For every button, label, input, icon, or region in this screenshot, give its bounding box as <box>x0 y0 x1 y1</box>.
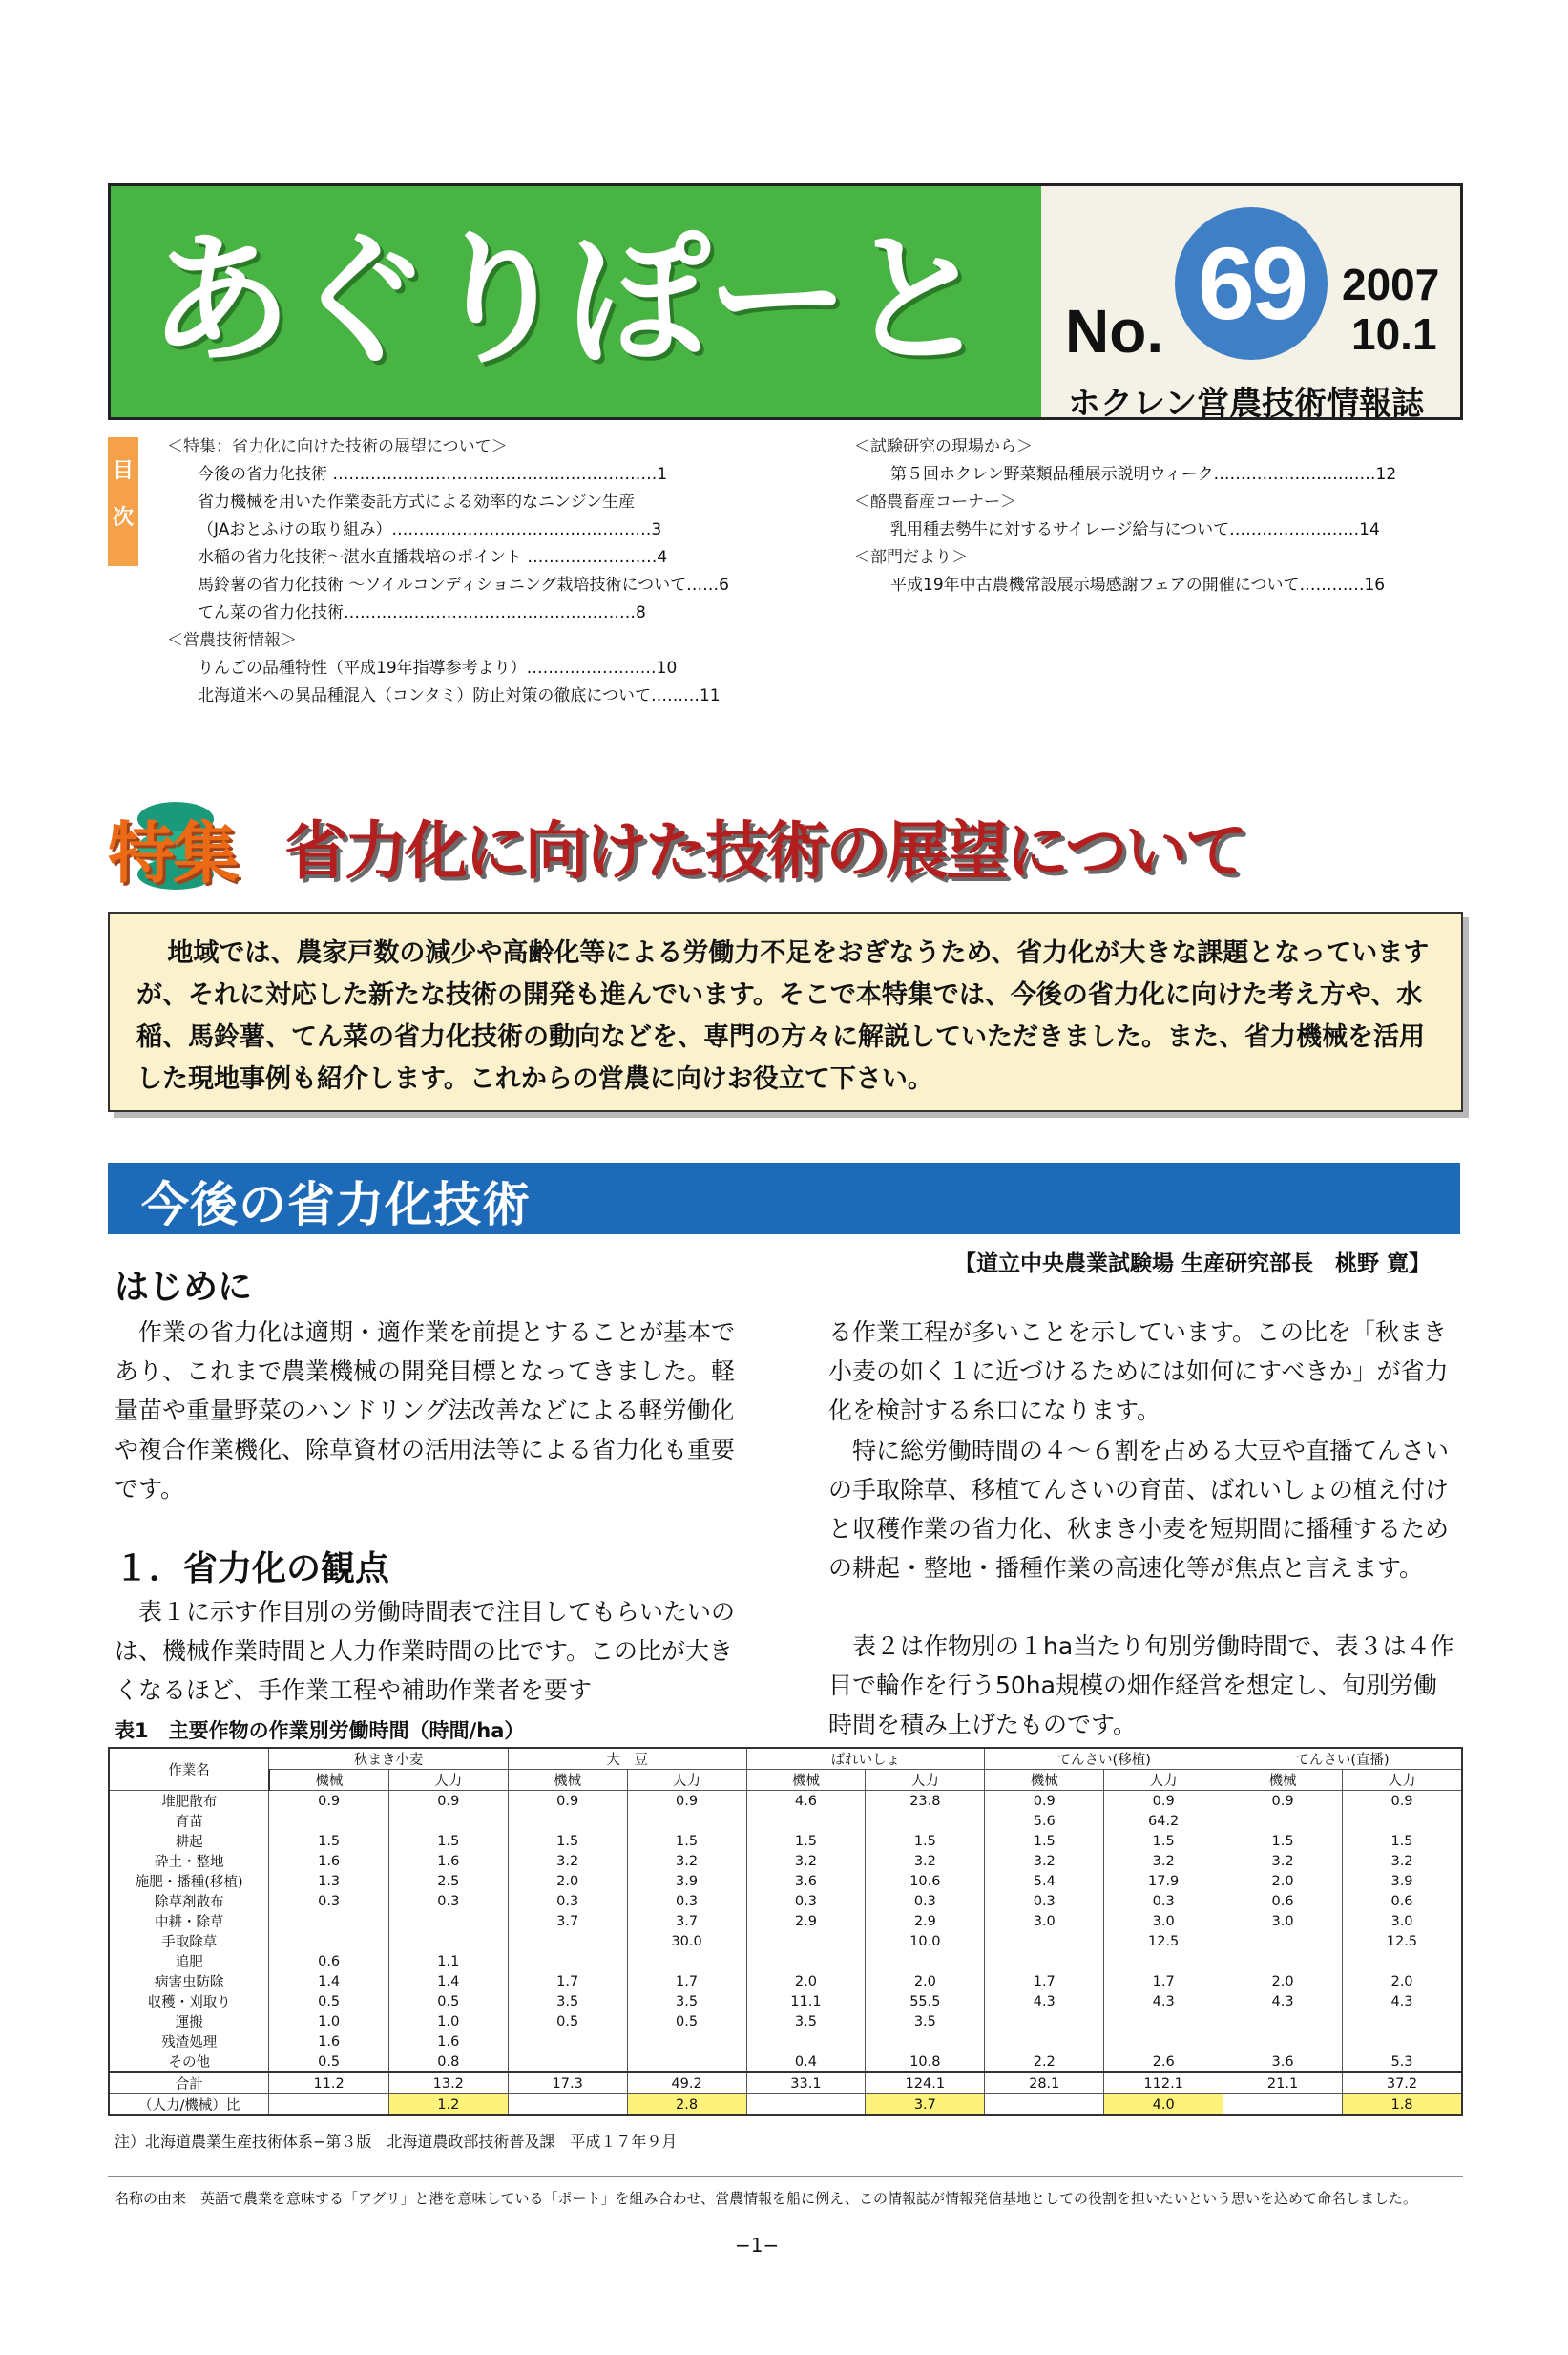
table-cell <box>866 1951 985 1971</box>
table-cell: 1.7 <box>985 1971 1104 1991</box>
toc-item[interactable]: （JAおとふけの取り組み）…………………………………………3 <box>198 520 662 539</box>
paragraph-section-1: 表１に示す作目別の労働時間表で注目してもらいたいのは、機械作業時間と人力作業時間の比です。この比が大きくなるほど、手作業工程や補助作業者を要す <box>115 1598 736 1704</box>
toc-section-heading: ＜部門だより＞ <box>854 548 968 567</box>
table-cell: 1.7 <box>627 1971 746 1991</box>
table-ratio-row <box>109 2094 1462 2116</box>
toc-item[interactable]: 第５回ホクレン野菜類品種展示説明ウィーク…………………………12 <box>890 465 1397 484</box>
feature-title: 省力化に向けた技術の展望について <box>284 814 1245 888</box>
table-cell: 1.5 <box>866 1831 985 1851</box>
toc-item[interactable]: てん菜の省力化技術………………………………………………8 <box>198 603 646 622</box>
table-cell: 1.0 <box>269 2011 388 2031</box>
table-cell <box>269 1811 388 1831</box>
table-cell <box>1343 1811 1462 1831</box>
toc-item[interactable]: 今後の省力化技術 ……………………………………………………1 <box>198 465 668 484</box>
table-cell: 3.0 <box>1104 1911 1223 1931</box>
table-cell: 1.5 <box>985 1831 1104 1851</box>
table-total-cell: 124.1 <box>866 2072 985 2094</box>
toc-item[interactable]: りんごの品種特性（平成19年指導参考より）……………………10 <box>198 659 678 678</box>
table-row <box>109 1911 1462 1931</box>
table-cell: 5.4 <box>985 1871 1104 1891</box>
table-cell: 4.6 <box>746 1791 866 1812</box>
table-cell-empty <box>985 2094 1104 2116</box>
table-cell: 55.5 <box>866 1991 985 2011</box>
table-cell: 3.0 <box>1223 1911 1343 1931</box>
table-row-label: 追肥 <box>109 1951 269 1971</box>
toc-item[interactable]: 平成19年中古農機常設展示場感謝フェアの開催について…………16 <box>890 576 1386 595</box>
table-cell <box>866 1811 985 1831</box>
table-row <box>109 1991 1462 2011</box>
article-title: 今後の省力化技術 <box>141 1177 531 1232</box>
table-total-cell: 49.2 <box>627 2072 746 2094</box>
table-cell <box>985 1951 1104 1971</box>
toc-tab <box>108 437 138 566</box>
table-row-label: 収穫・刈取り <box>109 1991 269 2011</box>
table-row-label: 除草剤散布 <box>109 1891 269 1911</box>
name-origin-note: 名称の由来 英語で農業を意味する「アグリ」と港を意味している「ポート」を組み合わせ、営農情報を船に例え、この情報誌が情報発信基地としての役割を担いたいという思いを込めて命名しました。 <box>115 2190 1418 2207</box>
article-author: 【道立中央農業試験場 生産研究部長 桃野 寛】 <box>954 1251 1432 1276</box>
table-cell-empty <box>508 2094 627 2116</box>
table-cell: 1.6 <box>269 1851 388 1871</box>
table-cell: 2.0 <box>1223 1971 1343 1991</box>
paragraph-right-2: 特に総労働時間の４～６割を占める大豆や直播てんさいの手取除草、移植てんさいの育苗、ばれいしょの植え付けと収穫作業の省力化、秋まき小麦を短期間に播種するための耕起・整地・播種作業の高速化等が焦点と言えます。 <box>828 1437 1450 1582</box>
table-cell: 1.7 <box>1104 1971 1223 1991</box>
masthead-green-panel <box>111 186 1041 417</box>
magazine-logo: あぐりぽーと <box>149 218 986 384</box>
table-subheader-machine: 機械 <box>746 1770 866 1791</box>
table-cell <box>1223 1811 1343 1831</box>
paragraph-right-1: る作業工程が多いことを示しています。この比を「秋まき小麦の如く１に近づけるためには如何にすべきか」が省力化を検討する糸口になります。 <box>828 1318 1449 1424</box>
table-cell: 0.3 <box>866 1891 985 1911</box>
table-row <box>109 2051 1462 2072</box>
toc-section-heading: ＜試験研究の現場から＞ <box>854 437 1033 456</box>
table-cell: 0.9 <box>1223 1791 1343 1812</box>
table-cell: 0.6 <box>1343 1891 1462 1911</box>
table-ratio-cell: 2.8 <box>627 2094 746 2116</box>
toc-section-heading: ＜酪農畜産コーナー＞ <box>854 493 1016 512</box>
page-number: −1− <box>735 2234 780 2257</box>
table-cell: 3.5 <box>627 1991 746 2011</box>
table-cell <box>627 1951 746 1971</box>
paragraph-intro: 作業の省力化は適期・適作業を前提とすることが基本であり、これまで農業機械の開発目標となってきました。軽量苗や重量野菜のハンドリング法改善などによる軽労働化や複合作業機化、除草資材の活用法等による省力化も重要です。 <box>115 1318 736 1503</box>
table-cell <box>1223 1951 1343 1971</box>
table-row <box>109 1811 1462 1831</box>
table-cell <box>627 1811 746 1831</box>
table-cell: 2.0 <box>866 1971 985 1991</box>
labor-time-table <box>108 1747 1463 2116</box>
table-cell <box>508 1951 627 1971</box>
table-row-label: 運搬 <box>109 2011 269 2031</box>
table-row <box>109 1791 1462 1812</box>
table-cell: 4.3 <box>985 1991 1104 2011</box>
table-cell <box>1343 2011 1462 2031</box>
table-cell: 2.9 <box>866 1911 985 1931</box>
table-cell: 1.6 <box>388 1851 508 1871</box>
table-cell: 0.3 <box>388 1891 508 1911</box>
table-cell: 2.0 <box>1343 1971 1462 1991</box>
table-cell: 1.5 <box>508 1831 627 1851</box>
table-cell: 0.5 <box>269 2051 388 2072</box>
table-total-cell: 112.1 <box>1104 2072 1223 2094</box>
table-subheader-machine: 機械 <box>269 1770 388 1791</box>
table-cell: 10.6 <box>866 1871 985 1891</box>
table-row <box>109 1871 1462 1891</box>
table-cell: 3.7 <box>508 1911 627 1931</box>
toc-right <box>854 433 1396 599</box>
table-subheader-human: 人力 <box>388 1770 508 1791</box>
table-caption: 表1 主要作物の作業別労働時間（時間/ha） <box>115 1719 525 1742</box>
table-cell <box>269 1911 388 1931</box>
table-total-row <box>109 2072 1462 2094</box>
table-cell <box>746 2031 866 2051</box>
table-cell: 10.0 <box>866 1931 985 1951</box>
table-cell <box>1223 1931 1343 1951</box>
table-cell <box>388 1811 508 1831</box>
table-total-cell: 13.2 <box>388 2072 508 2094</box>
table-cell: 4.3 <box>1223 1991 1343 2011</box>
toc-tab-label: 目 <box>112 459 134 483</box>
table-cell <box>627 2031 746 2051</box>
table-row <box>109 1951 1462 1971</box>
table-cell <box>269 1931 388 1951</box>
table-cell: 1.4 <box>269 1971 388 1991</box>
table-subheader-human: 人力 <box>627 1770 746 1791</box>
table-cell: 1.0 <box>388 2011 508 2031</box>
table-ratio-label: （人力/機械）比 <box>109 2094 269 2116</box>
table-cell: 3.9 <box>1343 1871 1462 1891</box>
table-cell: 1.4 <box>388 1971 508 1991</box>
table-cell: 64.2 <box>1104 1811 1223 1831</box>
table-cell: 3.2 <box>746 1851 866 1871</box>
table-cell: 0.9 <box>627 1791 746 1812</box>
table-subheader-human: 人力 <box>1343 1770 1462 1791</box>
table-total-label: 合計 <box>109 2072 269 2094</box>
table-header-crop: てんさい(直播) <box>1223 1748 1462 1770</box>
table-cell: 0.3 <box>508 1891 627 1911</box>
table-subheader-machine: 機械 <box>508 1770 627 1791</box>
table-subheader-human: 人力 <box>866 1770 985 1791</box>
table-total-cell: 17.3 <box>508 2072 627 2094</box>
table-cell <box>508 2051 627 2072</box>
table-cell: 3.6 <box>746 1871 866 1891</box>
table-cell: 0.6 <box>269 1951 388 1971</box>
table-cell <box>627 2051 746 2072</box>
table-cell <box>746 1931 866 1951</box>
table-cell <box>746 1811 866 1831</box>
table-header-crop: てんさい(移植) <box>985 1748 1223 1770</box>
table-row-label: 中耕・除草 <box>109 1911 269 1931</box>
table-cell: 3.7 <box>627 1911 746 1931</box>
table-cell <box>1104 2011 1223 2031</box>
table-row-label: 耕起 <box>109 1831 269 1851</box>
table-cell: 30.0 <box>627 1931 746 1951</box>
table-cell: 3.5 <box>746 2011 866 2031</box>
table-cell: 12.5 <box>1343 1931 1462 1951</box>
table-cell <box>985 2011 1104 2031</box>
table-row <box>109 2011 1462 2031</box>
table-subheader-machine: 機械 <box>985 1770 1104 1791</box>
issue-number-badge <box>1175 207 1328 360</box>
table-cell: 3.6 <box>1223 2051 1343 2072</box>
table-cell: 1.5 <box>627 1831 746 1851</box>
table-row <box>109 1891 1462 1911</box>
heading-intro: はじめに <box>115 1268 253 1307</box>
table-row <box>109 2031 1462 2051</box>
toc-item[interactable]: 北海道米への異品種混入（コンタミ）防止対策の徹底について………11 <box>198 686 721 705</box>
table-ratio-cell: 1.8 <box>1343 2094 1462 2116</box>
table-cell: 4.3 <box>1343 1991 1462 2011</box>
table-total-cell: 37.2 <box>1343 2072 1462 2094</box>
table-cell <box>985 2031 1104 2051</box>
table-cell: 5.3 <box>1343 2051 1462 2072</box>
table-total-cell: 28.1 <box>985 2072 1104 2094</box>
masthead <box>108 183 1463 423</box>
footer-divider <box>108 2176 1463 2177</box>
table-row <box>109 1971 1462 1991</box>
magazine-subtitle: ホクレン営農技術情報誌 <box>1068 385 1425 423</box>
table-cell: 5.6 <box>985 1811 1104 1831</box>
table-cell: 0.5 <box>508 2011 627 2031</box>
table-cell: 3.5 <box>508 1991 627 2011</box>
table-cell: 0.9 <box>985 1791 1104 1812</box>
table-cell: 0.9 <box>508 1791 627 1812</box>
table-cell <box>388 1911 508 1931</box>
table-cell: 0.3 <box>985 1891 1104 1911</box>
table-cell <box>1343 2031 1462 2051</box>
table-cell: 4.3 <box>1104 1991 1223 2011</box>
table-cell: 2.9 <box>746 1911 866 1931</box>
table-cell-empty <box>746 2094 866 2116</box>
table-cell: 3.0 <box>1343 1911 1462 1931</box>
table-subheader-machine: 機械 <box>1223 1770 1343 1791</box>
toc-item[interactable]: 省力機械を用いた作業委託方式による効率的なニンジン生産 <box>198 493 636 512</box>
table-cell: 23.8 <box>866 1791 985 1812</box>
table-cell: 3.2 <box>508 1851 627 1871</box>
table-cell: 1.6 <box>388 2031 508 2051</box>
toc-section-heading: ＜営農技術情報＞ <box>167 631 297 650</box>
table-cell <box>746 1951 866 1971</box>
issue-no-label: No. <box>1065 297 1164 366</box>
table-cell <box>1343 1951 1462 1971</box>
table-cell: 3.2 <box>1104 1851 1223 1871</box>
table-cell: 11.1 <box>746 1991 866 2011</box>
table-cell: 3.9 <box>627 1871 746 1891</box>
table-row-label: その他 <box>109 2051 269 2072</box>
feature-lead-box <box>108 912 1463 1112</box>
table-cell: 3.2 <box>627 1851 746 1871</box>
issue-number: 69 <box>1197 225 1306 341</box>
table-cell: 1.5 <box>388 1831 508 1851</box>
table-cell-empty <box>1223 2094 1343 2116</box>
table-cell-empty <box>269 2094 388 2116</box>
paragraph-right-3: 表２は作物別の１ha当たり旬別労働時間で、表３は４作目で輪作を行う50ha規模の畑作経営を想定し、旬別労働時間を積み上げたものです。 <box>828 1632 1454 1738</box>
table-cell: 1.5 <box>1343 1831 1462 1851</box>
table-row <box>109 1851 1462 1871</box>
table-cell: 2.6 <box>1104 2051 1223 2072</box>
table-row-label: 残渣処理 <box>109 2031 269 2051</box>
table-cell: 1.1 <box>388 1951 508 1971</box>
toc-left <box>167 433 729 710</box>
table-note: 注）北海道農業生産技術体系−第３版 北海道農政部技術普及課 平成１７年９月 <box>115 2133 678 2151</box>
issue-date: 10.1 <box>1351 309 1437 359</box>
table-cell: 0.9 <box>269 1791 388 1812</box>
table-ratio-cell: 3.7 <box>866 2094 985 2116</box>
toc-item[interactable]: 馬鈴薯の省力化技術 ～ソイルコンディショニング栽培技術について……6 <box>198 576 729 595</box>
table-cell: 3.0 <box>985 1911 1104 1931</box>
table-row <box>109 1931 1462 1951</box>
feature-tag: 特集 <box>108 814 238 893</box>
table-cell: 0.3 <box>627 1891 746 1911</box>
table-cell: 1.5 <box>269 1831 388 1851</box>
table-row <box>109 1831 1462 1851</box>
table-row-label: 病害虫防除 <box>109 1971 269 1991</box>
table-row-label: 施肥・播種(移植) <box>109 1871 269 1891</box>
table-cell: 0.6 <box>1223 1891 1343 1911</box>
table-row-label: 堆肥散布 <box>109 1791 269 1812</box>
table-header-crop: 大 豆 <box>508 1748 746 1770</box>
table-cell: 0.4 <box>746 2051 866 2072</box>
table-cell: 10.8 <box>866 2051 985 2072</box>
table-ratio-cell: 4.0 <box>1104 2094 1223 2116</box>
table-cell: 3.2 <box>866 1851 985 1871</box>
toc-tab-label: 次 <box>112 506 134 530</box>
table-cell <box>508 1811 627 1831</box>
table-total-cell: 21.1 <box>1223 2072 1343 2094</box>
table-cell: 1.7 <box>508 1971 627 1991</box>
table-cell <box>985 1931 1104 1951</box>
table-row-label: 砕土・整地 <box>109 1851 269 1871</box>
table-header-crop: ばれいしょ <box>746 1748 985 1770</box>
table-cell: 1.5 <box>1223 1831 1343 1851</box>
table-cell: 0.3 <box>1104 1891 1223 1911</box>
table-cell: 0.5 <box>627 2011 746 2031</box>
table-cell <box>388 1931 508 1951</box>
table-cell: 3.2 <box>1223 1851 1343 1871</box>
table-cell <box>1223 2011 1343 2031</box>
table-cell: 0.3 <box>269 1891 388 1911</box>
table-total-cell: 11.2 <box>269 2072 388 2094</box>
table-cell: 2.5 <box>388 1871 508 1891</box>
table-row-label: 手取除草 <box>109 1931 269 1951</box>
table-ratio-cell: 1.2 <box>388 2094 508 2116</box>
table-cell <box>1223 2031 1343 2051</box>
table-cell: 2.0 <box>746 1971 866 1991</box>
feature-lead-text: 地域では、農家戸数の減少や高齢化等による労働力不足をおぎなうため、省力化が大きな課題となっていますが、それに対応した新たな技術の開発も進んでいます。そこで本特集では、今後の省力化に向けた考え方や、水稲、馬鈴薯、てん菜の省力化技術の動向などを、専門の方々に解説していただきました。また、省力機械を活用した現地事例も紹介します。これからの営農に向けお役立て下さい。 <box>136 938 1430 1094</box>
table-cell: 0.9 <box>1343 1791 1462 1812</box>
table-cell <box>508 2031 627 2051</box>
table-cell: 1.3 <box>269 1871 388 1891</box>
table-cell: 0.5 <box>388 1991 508 2011</box>
table-total-cell: 33.1 <box>746 2072 866 2094</box>
issue-year: 2007 <box>1342 260 1440 309</box>
table-header-crop: 秋まき小麦 <box>269 1748 508 1770</box>
table-cell: 1.5 <box>746 1831 866 1851</box>
table-cell <box>1104 1951 1223 1971</box>
table-subheader-human: 人力 <box>1104 1770 1223 1791</box>
table-cell: 2.2 <box>985 2051 1104 2072</box>
table-header-task: 作業名 <box>109 1748 269 1791</box>
toc-item[interactable]: 乳用種去勢牛に対するサイレージ給与について……………………14 <box>890 520 1380 539</box>
table-cell: 17.9 <box>1104 1871 1223 1891</box>
table-row-label: 育苗 <box>109 1811 269 1831</box>
table-cell <box>1104 2031 1223 2051</box>
table-cell: 2.0 <box>1223 1871 1343 1891</box>
table-cell: 0.5 <box>269 1991 388 2011</box>
table-cell <box>508 1931 627 1951</box>
table-cell: 0.8 <box>388 2051 508 2072</box>
table-cell: 0.3 <box>746 1891 866 1911</box>
table-cell: 0.9 <box>1104 1791 1223 1812</box>
table-cell <box>866 2031 985 2051</box>
table-cell: 0.9 <box>388 1791 508 1812</box>
table-cell: 2.0 <box>508 1871 627 1891</box>
toc-section-heading: ＜特集：省力化に向けた技術の展望について＞ <box>167 437 508 456</box>
table-cell: 3.5 <box>866 2011 985 2031</box>
table-cell: 1.6 <box>269 2031 388 2051</box>
toc-item[interactable]: 水稲の省力化技術～湛水直播栽培のポイント ……………………4 <box>198 548 668 567</box>
table-cell: 1.5 <box>1104 1831 1223 1851</box>
table-cell: 3.2 <box>985 1851 1104 1871</box>
table-cell: 12.5 <box>1104 1931 1223 1951</box>
heading-section-1: １．省力化の観点 <box>115 1549 390 1588</box>
table-cell: 3.2 <box>1343 1851 1462 1871</box>
section-title-bar <box>108 1163 1460 1234</box>
